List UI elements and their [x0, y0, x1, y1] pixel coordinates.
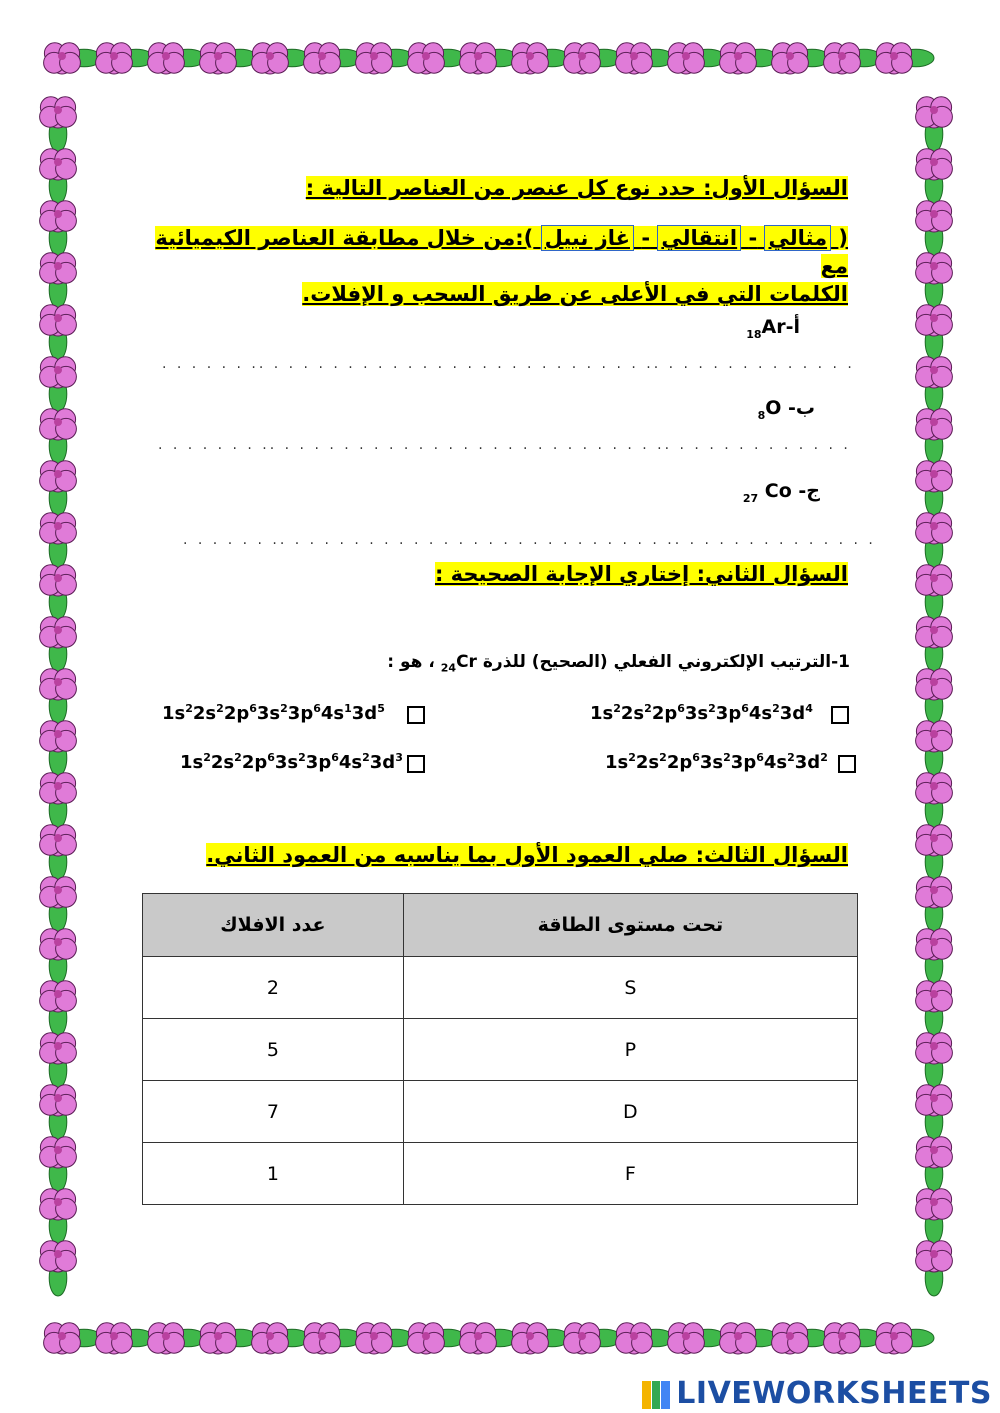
flower-icon: [408, 43, 466, 74]
q2-question: 1-الترتيب الإلكتروني الفعلي (الصحيح) للذرة $_{24}$Cr ، هو :: [387, 652, 850, 675]
orbital-count-cell[interactable]: 5: [143, 1019, 404, 1081]
checkbox-option-d[interactable]: [407, 755, 425, 773]
orbital-count-cell[interactable]: 1: [143, 1143, 404, 1205]
liveworksheets-logo: LIVEWORKSHEETS: [642, 1376, 992, 1411]
flower-icon: [40, 1137, 77, 1192]
table-row: [143, 957, 858, 1019]
flower-icon: [916, 825, 953, 880]
q2-title: السؤال الثاني: إختاري الإجابة الصحيحة :: [434, 562, 848, 586]
header-sublevel: تحت مستوى الطاقة: [403, 894, 857, 957]
flower-icon: [916, 565, 953, 620]
sublevel-cell[interactable]: D: [403, 1081, 857, 1143]
flower-icon: [96, 1323, 154, 1354]
checkbox-option-a[interactable]: [831, 706, 849, 724]
flower-icon: [916, 877, 953, 932]
orbital-count-cell[interactable]: 2: [143, 957, 404, 1019]
flower-icon: [916, 149, 953, 204]
flower-icon: [96, 43, 154, 74]
flower-icon: [408, 1323, 466, 1354]
q1-instructions: ( مثالي - انتقالي - غاز نبيل ):من خلال مطابقة العناصر الكيميائية مع الكلمات التي في الأعلى عن طريق السحب و الإفلات.: [155, 226, 848, 306]
flower-icon: [44, 1323, 102, 1354]
flower-icon: [40, 1085, 77, 1140]
flower-icon: [40, 981, 77, 1036]
flower-icon: [564, 43, 622, 74]
sublevel-cell[interactable]: P: [403, 1019, 857, 1081]
flower-icon: [916, 253, 953, 308]
flower-icon: [304, 43, 362, 74]
table-row: [143, 1143, 858, 1205]
flower-icon: [772, 43, 830, 74]
option-noble-gas[interactable]: غاز نبيل: [541, 225, 634, 251]
q1-title: السؤال الأول: حدد نوع كل عنصر من العناصر التالية :: [305, 176, 848, 200]
flower-icon: [668, 43, 726, 74]
flower-icon: [252, 43, 310, 74]
flower-icon: [252, 1323, 310, 1354]
element-item-o: ب- $_8$O: [757, 397, 815, 422]
table-row: [143, 1019, 858, 1081]
flower-icon: [40, 409, 77, 464]
flower-icon: [512, 43, 570, 74]
flower-icon: [40, 201, 77, 256]
flower-icon: [916, 97, 953, 152]
flower-icon: [916, 929, 953, 984]
flower-icon: [916, 409, 953, 464]
flower-icon: [564, 1323, 622, 1354]
answer-line-o[interactable]: . . . . . . . .. . . . . . . . . . . . . . . . . . . . . . . . . . .. . . . . . . . . . . . .: [158, 437, 851, 453]
option-d[interactable]: [180, 751, 425, 773]
answer-line-ar[interactable]: . . . . . . .. . . . . . . . . . . . . . . . . . . . . . . . . . .. . . . . . . . . . . . . .: [162, 356, 855, 372]
header-num-orbitals: عدد الافلاك: [143, 894, 404, 957]
option-transition[interactable]: انتقالي: [657, 225, 741, 251]
orbital-count-cell[interactable]: 7: [143, 1081, 404, 1143]
electron-configuration: $1s^22s^22p^63s^23p^64s^23d^2$: [605, 751, 828, 773]
answer-line-co[interactable]: . . . . . . .. . . . . . . . . . . . . . . . . . . . . . . . . . .. . . . . . . . . . . . . .: [183, 532, 876, 548]
flower-icon: [916, 1189, 953, 1244]
electron-configuration: $1s^22s^22p^63s^23p^64s^23d^4$: [590, 702, 813, 724]
flower-icon: [916, 773, 953, 828]
flower-icon: [40, 669, 77, 724]
flower-icon: [304, 1323, 362, 1354]
flower-icon: [916, 721, 953, 776]
flower-icon: [40, 825, 77, 880]
flower-icon: [40, 565, 77, 620]
flower-icon: [916, 1085, 953, 1140]
flower-icon: [720, 43, 778, 74]
flower-icon: [916, 1137, 953, 1192]
flower-icon: [720, 1323, 778, 1354]
flower-icon: [40, 877, 77, 932]
flower-icon: [40, 1241, 77, 1296]
option-a[interactable]: [590, 702, 849, 724]
flower-icon: [40, 617, 77, 672]
flower-icon: [460, 1323, 518, 1354]
flower-icon: [460, 43, 518, 74]
electron-configuration: $1s^22s^22p^63s^23p^64s^23d^3$: [180, 751, 403, 773]
checkbox-option-b[interactable]: [407, 706, 425, 724]
option-c[interactable]: [605, 751, 856, 773]
option-ideal[interactable]: مثالي: [764, 225, 831, 251]
sublevel-cell[interactable]: F: [403, 1143, 857, 1205]
flower-icon: [200, 1323, 258, 1354]
flower-icon: [40, 773, 77, 828]
q3-title: السؤال الثالث: صلي العمود الأول بما يناسبه من العمود الثاني.: [206, 843, 848, 867]
flower-icon: [824, 1323, 882, 1354]
flower-icon: [148, 1323, 206, 1354]
flower-icon: [512, 1323, 570, 1354]
flower-icon: [916, 1241, 953, 1296]
table-header-row: [143, 894, 858, 957]
flower-icon: [40, 97, 77, 152]
checkbox-option-c[interactable]: [838, 755, 856, 773]
flower-icon: [40, 721, 77, 776]
flower-icon: [772, 1323, 830, 1354]
flower-icon: [356, 1323, 414, 1354]
table-row: [143, 1081, 858, 1143]
flower-icon: [916, 981, 953, 1036]
flower-icon: [916, 201, 953, 256]
flower-icon: [40, 461, 77, 516]
flower-icon: [40, 253, 77, 308]
flower-icon: [916, 513, 953, 568]
flower-icon: [916, 669, 953, 724]
flower-icon: [916, 461, 953, 516]
flower-icon: [40, 149, 77, 204]
flower-icon: [616, 1323, 674, 1354]
element-item-ar: $أ-_{18}Ar$: [746, 316, 800, 341]
flower-icon: [916, 305, 953, 360]
flower-icon: [616, 43, 674, 74]
flower-icon: [40, 1033, 77, 1088]
option-b[interactable]: [162, 702, 425, 724]
flower-icon: [916, 357, 953, 412]
flower-icon: [668, 1323, 726, 1354]
flower-icon: [40, 305, 77, 360]
flower-icon: [916, 1033, 953, 1088]
flower-icon: [148, 43, 206, 74]
element-item-co: ج- $_{27}$ Co: [742, 480, 820, 505]
flower-icon: [40, 357, 77, 412]
flower-icon: [40, 929, 77, 984]
flower-icon: [916, 617, 953, 672]
flower-icon: [876, 1323, 934, 1354]
flower-icon: [40, 1189, 77, 1244]
flower-icon: [876, 43, 934, 74]
flower-icon: [824, 43, 882, 74]
sublevel-cell[interactable]: S: [403, 957, 857, 1019]
flower-icon: [200, 43, 258, 74]
flower-icon: [356, 43, 414, 74]
electron-configuration: $1s^22s^22p^63s^23p^64s^13d^5$: [162, 702, 385, 724]
lws-badge-icon: [642, 1381, 670, 1409]
flower-icon: [44, 43, 102, 74]
matching-table: [142, 893, 858, 1205]
flower-icon: [40, 513, 77, 568]
